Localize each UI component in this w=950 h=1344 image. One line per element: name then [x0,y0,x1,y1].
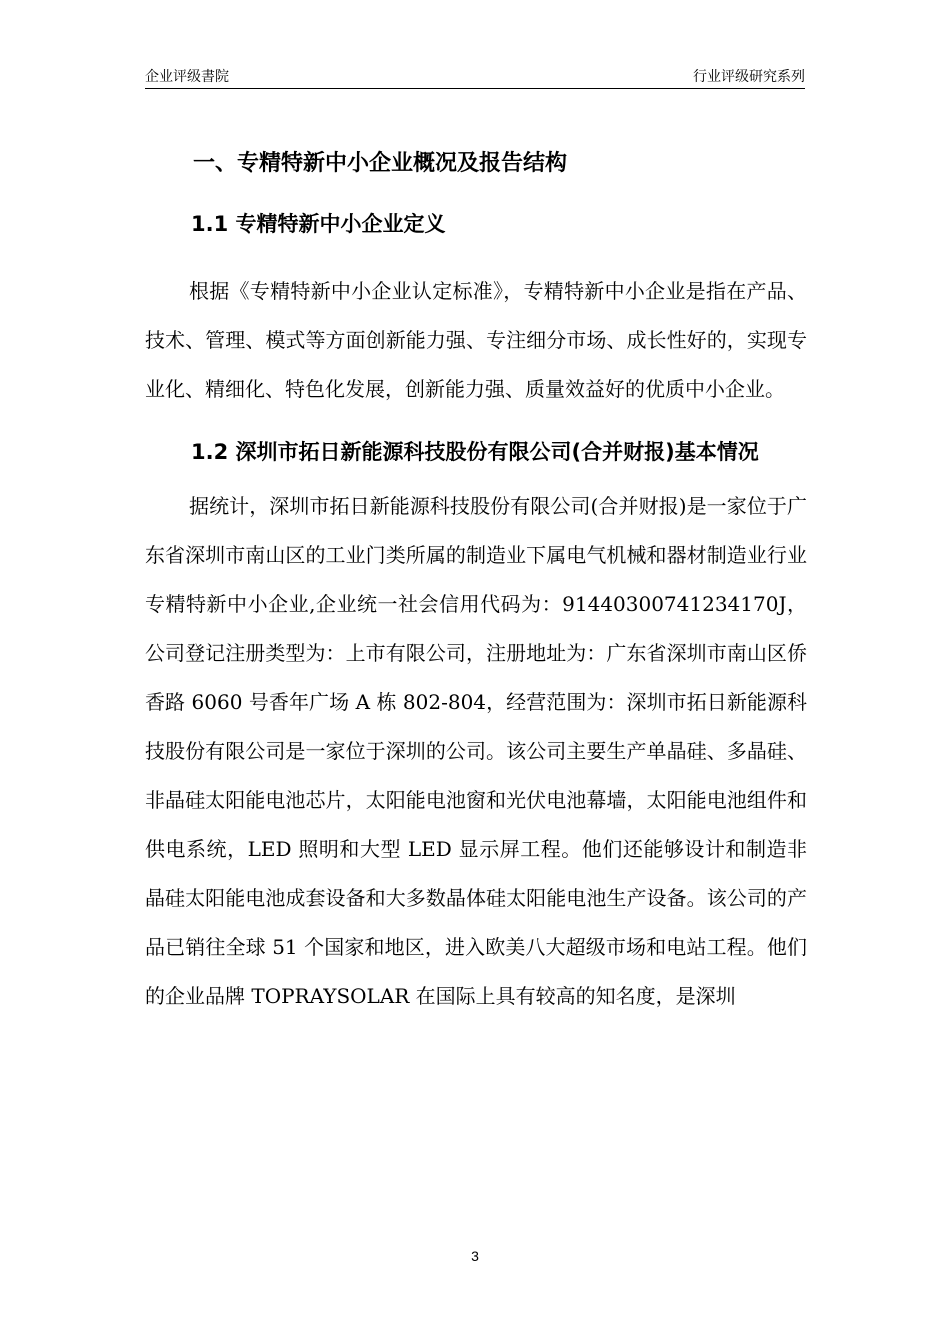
subsection-1-paragraph: 根据《专精特新中小企业认定标准》，专精特新中小企业是指在产品、技术、管理、模式等方面创新能力强、专注细分市场、成长性好的，实现专业化、精细化、特色化发展，创新能力强、质量效益好的优质中小企业。 [145,279,807,401]
header-right-text: 行业评级研究系列 [693,69,805,85]
subsection-1-title: 1.1 专精特新中小企业定义 [191,212,446,236]
subsection-2-title: 1.2 深圳市拓日新能源科技股份有限公司(合并财报)基本情况 [191,440,759,464]
page-header [145,66,805,89]
page-content [145,140,807,1021]
subsection-2-paragraph: 据统计，深圳市拓日新能源科技股份有限公司(合并财报)是一家位于广东省深圳市南山区的工业门类所属的制造业下属电气机械和器材制造业行业专精特新中小企业,企业统一社会信用代码为：91440300741234170J，公司登记注册类型为：上市有限公司，注册地址为：广东省深圳市南山区侨香路 6060 号香年广场 A 栋 802-804，经营范围为：深圳市拓日新能源科技股份有限公司是一家位于深圳的公司。该公司主要生产单晶硅、多晶硅、非晶硅太阳能电池芯片，太阳能电池窗和光伏电池幕墙，太阳能电池组件和供电系统，LED 照明和大型 LED 显示屏工程。他们还能够设计和制造非晶硅太阳能电池成套设备和大多数晶体硅太阳能电池生产设备。该公司的产品已销往全球 51 个国家和地区，进入欧美八大超级市场和电站工程。他们的企业品牌 TOPRAYSOLAR 在国际上具有较高的知名度，是深圳 [145,494,807,1008]
section-title: 一、专精特新中小企业概况及报告结构 [193,151,568,176]
header-left-text: 企业评级書院 [145,69,229,85]
page-number: 3 [471,1248,479,1264]
